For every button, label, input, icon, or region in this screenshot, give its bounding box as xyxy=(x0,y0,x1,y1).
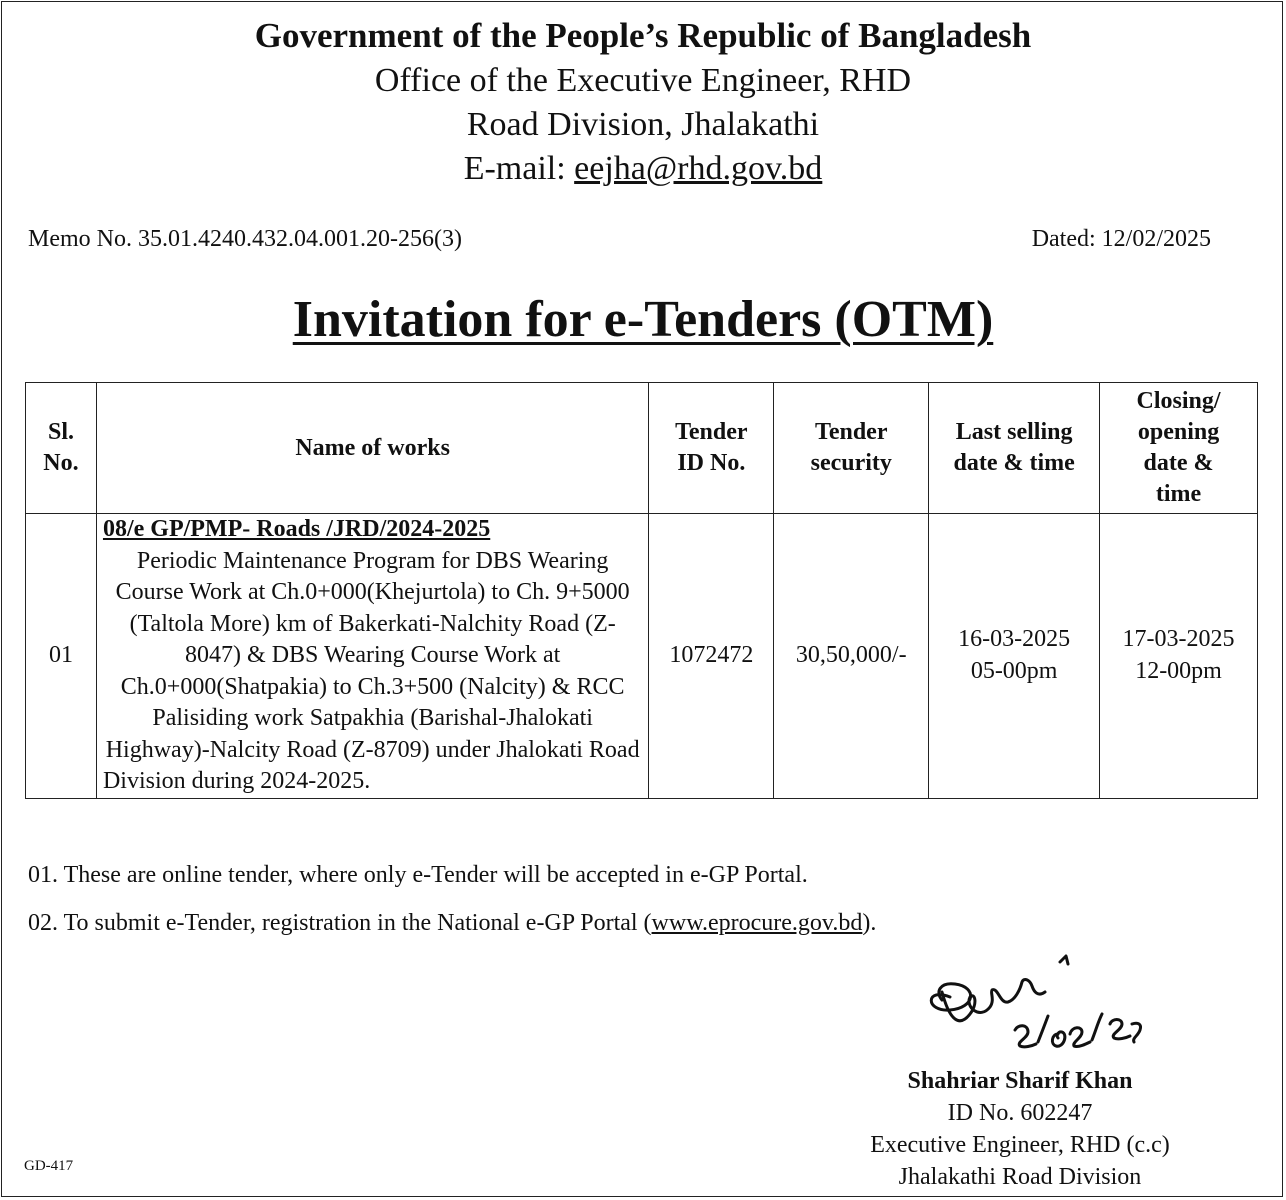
signatory-id: ID No. 602247 xyxy=(947,1100,1093,1126)
table-header-row xyxy=(26,383,1258,514)
header-sl xyxy=(26,383,97,514)
work-package-id: 08/e GP/PMP- Roads /JRD/2024-2025 xyxy=(102,516,491,542)
note-2-prefix: 02. To submit e-Tender, registration in the National e-GP Portal ( xyxy=(28,910,652,936)
government-heading: Government of the People’s Republic of Bangladesh xyxy=(254,16,1032,55)
cell-last-selling xyxy=(929,514,1100,799)
email-link[interactable]: eejha@rhd.gov.bd xyxy=(574,150,823,187)
memo-number: Memo No. 35.01.4240.432.04.001.20-256(3) xyxy=(28,226,462,252)
office-heading: Office of the Executive Engineer, RHD xyxy=(374,62,912,99)
header-closing-opening xyxy=(1100,383,1258,514)
cell-security: 30,50,000/- xyxy=(774,514,929,799)
handwritten-signature xyxy=(920,952,1150,1062)
header-name-of-works: Name of works xyxy=(96,383,648,514)
note-1: 01. These are online tender, where only e-Tender will be accepted in e-GP Portal. xyxy=(28,862,808,888)
header-close-line4: time xyxy=(1155,481,1202,507)
cell-closing xyxy=(1100,514,1258,799)
header-close-line2: opening xyxy=(1137,419,1220,445)
table-row xyxy=(26,514,1258,799)
eprocure-link[interactable]: www.eprocure.gov.bd xyxy=(651,910,863,936)
note-2 xyxy=(28,910,876,937)
closing-date: 17-03-2025 xyxy=(1122,626,1235,653)
cell-work xyxy=(96,514,648,799)
tender-table xyxy=(25,382,1258,799)
header-tid-line1: Tender xyxy=(675,419,748,445)
header-tender-id xyxy=(649,383,774,514)
header-close-line3: date & xyxy=(1143,450,1214,476)
header-close-line1: Closing/ xyxy=(1136,388,1221,414)
memo-date: Dated: 12/02/2025 xyxy=(1031,226,1211,252)
cell-tender-id: 1072472 xyxy=(649,514,774,799)
signatory-designation: Executive Engineer, RHD (c.c) xyxy=(870,1132,1170,1158)
signatory-division: Jhalakathi Road Division xyxy=(898,1164,1142,1190)
work-description: Periodic Maintenance Program for DBS Wearing Course Work at Ch.0+000(Khejurtola) to Ch. 9+5000 (Taltola More) km of Bakerkati-Nalchity Road (Z-8047) & DBS Wearing Course Work at Ch.0+000(Shatpakia) to Ch.3+500 (Nalcity) & RCC Palisiding work Satpakhia (Barishal-Jhalokati Highway)-Nalcity Road (Z-8709) under Jhalokati Road Division during 2024-2025. xyxy=(102,547,640,794)
header-tender-security xyxy=(774,383,929,514)
page-title: Invitation for e-Tenders (OTM) xyxy=(292,291,994,348)
header-last-selling xyxy=(929,383,1100,514)
header-tid-line2: ID No. xyxy=(677,450,746,476)
last-selling-date: 16-03-2025 xyxy=(958,626,1071,653)
header-sl-line1: Sl. xyxy=(47,419,74,445)
header-sec-line2: security xyxy=(810,450,892,476)
signatory-name: Shahriar Sharif Khan xyxy=(907,1068,1133,1094)
division-heading: Road Division, Jhalakathi xyxy=(466,106,820,143)
footer-code: GD-417 xyxy=(24,1158,74,1174)
cell-sl: 01 xyxy=(26,514,97,799)
note-2-suffix: ). xyxy=(862,910,877,936)
last-selling-time: 05-00pm xyxy=(970,657,1058,684)
header-last-line1: Last selling xyxy=(955,419,1073,445)
header-sl-line2: No. xyxy=(43,450,79,476)
email-label: E-mail: xyxy=(463,150,575,187)
closing-time: 12-00pm xyxy=(1135,657,1222,684)
email-line xyxy=(0,150,1286,188)
header-last-line2: date & time xyxy=(953,450,1075,476)
header-sec-line1: Tender xyxy=(815,419,888,445)
